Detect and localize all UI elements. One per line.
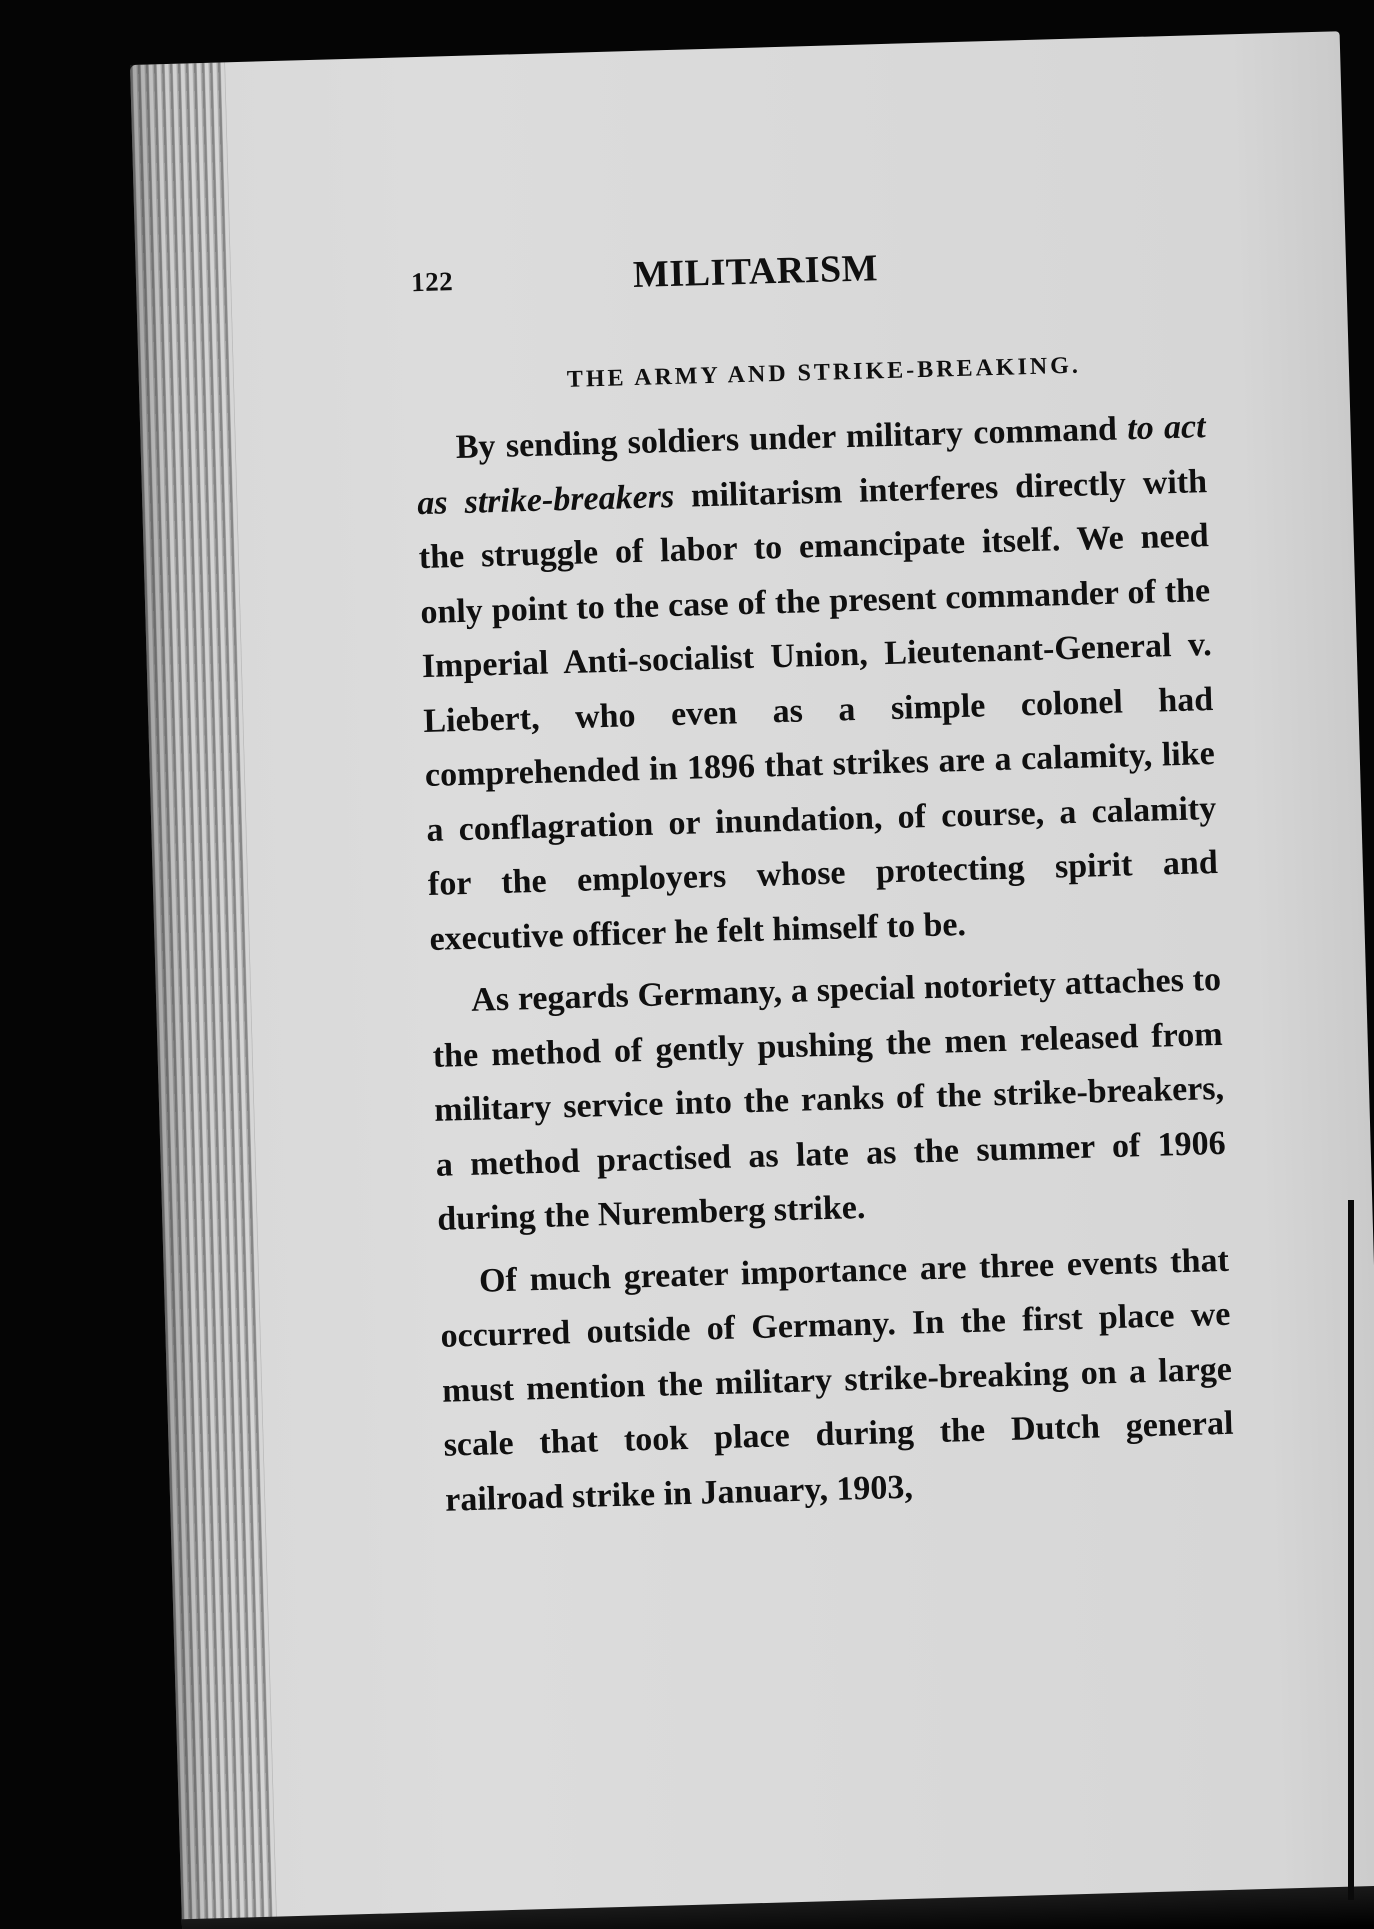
page-bottom-shadow xyxy=(182,1885,1374,1929)
page-gutter xyxy=(130,62,278,1929)
paragraph-1-lead: By sending soldiers under military command xyxy=(455,410,1128,467)
page-header xyxy=(411,245,1203,347)
paragraph-2: As regards Germany, a special notoriety attaches to the method of gently pushing the men released from military service into the ranks of the strike-breakers, a method practised as late as the summer of 1906 during the Nuremberg strike. xyxy=(432,960,1227,1238)
right-page-edge xyxy=(1348,1200,1354,1900)
running-head: MILITARISM xyxy=(632,247,879,297)
paragraph-1-rest: militarism interferes directly with the struggle of labor to emancipate itself. We need only point to the case of the present commander of the Imperial Anti-socialist Union, Lieutenant-General v. Liebert, who even as a simple colonel had comprehended in 1896 that strikes are a calamity, like a conflagration or inundation, of course, a calamity for the employers whose protecting spirit and executive officer he felt himself to be. xyxy=(418,462,1219,958)
book-page xyxy=(130,31,1374,1929)
section-title: THE ARMY AND STRIKE-BREAKING. xyxy=(566,352,1082,393)
paragraph-3: Of much greater importance are three events that occurred outside of Germany. In the first place we must mention the military strike-breaking on a large scale that took place during the Dutch general railroad strike in January, 1903, xyxy=(440,1241,1234,1519)
paragraph-1-italic: to act as strike-breakers xyxy=(416,408,1207,522)
paragraph-1 xyxy=(415,400,1220,967)
page-number: 122 xyxy=(410,266,454,298)
page-text xyxy=(411,245,1236,1536)
